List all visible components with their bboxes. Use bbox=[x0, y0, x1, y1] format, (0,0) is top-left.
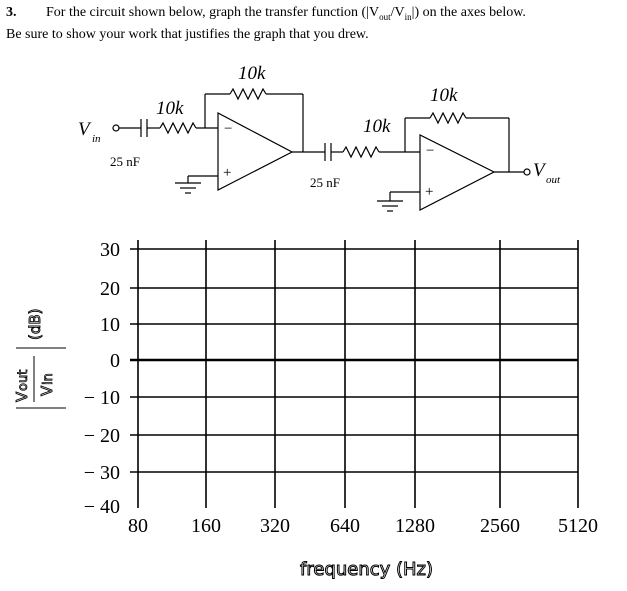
chart bbox=[13, 239, 598, 580]
ground-1-icon bbox=[175, 183, 201, 193]
x-tick-label: 80 bbox=[128, 515, 148, 537]
vin-label: V bbox=[78, 119, 90, 140]
y-tick-label: 30 bbox=[100, 239, 120, 261]
vout-label: V bbox=[533, 160, 545, 181]
question-line-1: 3. For the circuit shown below, graph the transfer function $(|V_{out}/V_{in}|)$ on the axes below. bbox=[6, 5, 526, 22]
y-tick-label: − 10 bbox=[83, 387, 120, 409]
vout-subscript: out bbox=[546, 174, 561, 186]
opamp-1-plus: + bbox=[223, 165, 232, 181]
y-label-numerator-sub: out bbox=[16, 369, 31, 391]
question-line-2: Be sure to show your work that justifies the graph that you drew. bbox=[6, 26, 369, 42]
x-tick-label: 1280 bbox=[395, 515, 435, 537]
x-tick-label: 5120 bbox=[558, 515, 598, 537]
y-tick-label: − 20 bbox=[83, 425, 120, 447]
ground-2-icon bbox=[377, 201, 403, 211]
resistor-1-feedback-label: 10k bbox=[238, 63, 266, 84]
x-tick-label: 640 bbox=[330, 515, 360, 537]
grid-horizontal-lines bbox=[130, 249, 578, 506]
resistor-1-feedback bbox=[230, 89, 266, 99]
y-tick-label: 10 bbox=[100, 314, 120, 336]
opamp-1-minus: − bbox=[224, 121, 233, 137]
resistor-2-feedback bbox=[430, 113, 466, 123]
y-tick-labels bbox=[84, 239, 120, 518]
x-tick-label: 160 bbox=[191, 515, 221, 537]
y-tick-label: − 40 bbox=[83, 496, 120, 518]
y-tick-label: − 30 bbox=[83, 462, 120, 484]
grid-vertical-lines bbox=[138, 240, 578, 508]
resistor-1-input bbox=[160, 123, 196, 133]
capacitor-2 bbox=[325, 143, 331, 161]
capacitor-1 bbox=[141, 119, 147, 137]
resistor-2-input-label: 10k bbox=[363, 116, 391, 137]
vin-subscript: in bbox=[92, 133, 101, 145]
resistor-2-input bbox=[343, 147, 379, 157]
y-axis-label bbox=[13, 308, 66, 408]
y-tick-label: 20 bbox=[100, 278, 120, 300]
y-label-denominator: V bbox=[38, 385, 56, 396]
circuit-diagram bbox=[78, 63, 561, 211]
y-tick-label: 0 bbox=[110, 350, 120, 372]
resistor-2-feedback-label: 10k bbox=[430, 85, 458, 106]
vout-terminal bbox=[524, 169, 530, 175]
vin-terminal bbox=[113, 125, 119, 131]
y-label-numerator: V bbox=[13, 391, 31, 402]
question-number: 3. bbox=[6, 5, 17, 20]
opamp-2-plus: + bbox=[425, 184, 434, 200]
opamp-2-minus: − bbox=[426, 143, 435, 159]
x-tick-label: 2560 bbox=[480, 515, 520, 537]
resistor-1-input-label: 10k bbox=[156, 98, 184, 119]
capacitor-2-label: 25 nF bbox=[310, 175, 340, 190]
y-label-unit: (dB) bbox=[26, 308, 44, 340]
x-tick-labels bbox=[128, 515, 598, 537]
x-tick-label: 320 bbox=[260, 515, 290, 537]
x-axis-label: frequency (Hz) bbox=[300, 559, 434, 580]
capacitor-1-label: 25 nF bbox=[110, 154, 140, 169]
y-label-denominator-sub: in bbox=[41, 373, 56, 385]
